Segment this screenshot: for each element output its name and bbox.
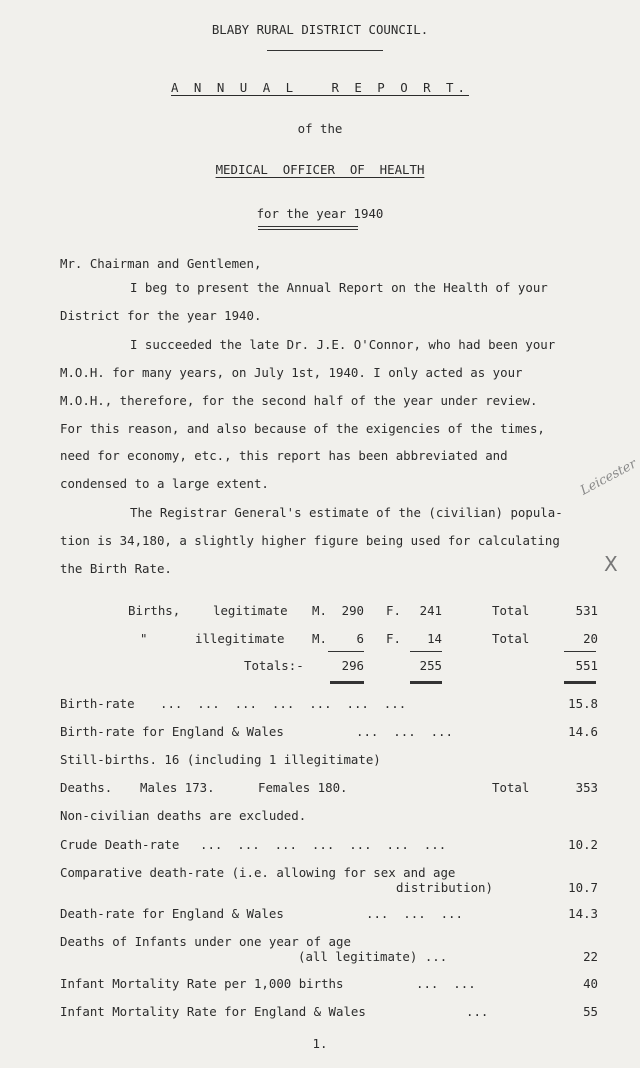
stat-value: 14.6 [568, 724, 598, 739]
non-civilian-note: Non-civilian deaths are excluded. [60, 808, 307, 823]
totals-f-value: 255 [419, 658, 442, 673]
births-m-value: 6 [356, 631, 364, 646]
births-row-kind: illegitimate [195, 631, 285, 646]
deaths-label: Deaths. [60, 780, 113, 795]
letter-line: M.O.H. for many years, on July 1st, 1940. I only acted as your [60, 365, 523, 380]
totals-label: Totals:- [244, 658, 304, 673]
births-m-label: M. [312, 603, 327, 618]
letter-line: tion is 34,180, a slightly higher figure being used for calculating [60, 533, 560, 548]
leader-dots: ... [466, 1004, 489, 1019]
stat-value: 55 [583, 1004, 598, 1019]
stat-label: Crude Death-rate [60, 837, 180, 852]
births-f-value: 14 [427, 631, 442, 646]
stat-value: 14.3 [568, 906, 598, 921]
letter-line: the Birth Rate. [60, 561, 172, 576]
page-number: 1. [312, 1036, 328, 1051]
letter-line: M.O.H., therefore, for the second half of the year under review. [60, 393, 538, 408]
deaths-total-label: Total [492, 780, 530, 795]
still-births: Still-births. 16 (including 1 illegitimate) [60, 752, 381, 767]
stat-label: Deaths of Infants under one year of age [60, 934, 351, 949]
births-total-label: Total [492, 603, 530, 618]
letter-line: need for economy, etc., this report has been abbreviated and [60, 448, 508, 463]
totals-rule [564, 681, 596, 684]
leader-dots: ... ... ... ... ... ... ... [200, 837, 447, 852]
sum-rule [564, 651, 596, 652]
births-m-label: M. [312, 631, 327, 646]
sum-rule [328, 651, 364, 652]
letter-line: I beg to present the Annual Report on the Health of your [130, 280, 548, 295]
letter-line: District for the year 1940. [60, 308, 262, 323]
births-m-value: 290 [341, 603, 364, 618]
stat-value: 10.7 [568, 880, 598, 895]
stat-label-cont: distribution) [396, 880, 493, 895]
deaths-males: Males 173. [140, 780, 215, 795]
stat-value: 15.8 [568, 696, 598, 711]
births-total-label: Total [492, 631, 530, 646]
births-f-value: 241 [419, 603, 442, 618]
letter-line: I succeeded the late Dr. J.E. O'Connor, who had been your [130, 337, 556, 352]
leader-dots: ... ... [416, 976, 476, 991]
stat-label: Death-rate for England & Wales [60, 906, 284, 921]
births-total-value: 20 [583, 631, 598, 646]
totals-m-value: 296 [341, 658, 364, 673]
totals-all-value: 551 [575, 658, 598, 673]
header-divider [267, 50, 383, 51]
births-row-kind: legitimate [213, 603, 288, 618]
letter-line: condensed to a large extent. [60, 476, 269, 491]
totals-rule [330, 681, 364, 684]
cross-mark: X [604, 552, 618, 576]
births-row-label: Births, [128, 603, 181, 618]
births-f-label: F. [386, 631, 401, 646]
deaths-total-value: 353 [575, 780, 598, 795]
letter-line: For this reason, and also because of the exigencies of the times, [60, 421, 545, 436]
stat-value: 22 [583, 949, 598, 964]
births-total-value: 531 [575, 603, 598, 618]
handwritten-signature: Leicester [578, 456, 640, 499]
stat-value: 40 [583, 976, 598, 991]
stat-label: Birth-rate for England & Wales [60, 724, 284, 739]
stat-value: 10.2 [568, 837, 598, 852]
stat-label-cont: (all legitimate) ... [298, 949, 448, 964]
stat-label: Comparative death-rate (i.e. allowing for sex and age [60, 865, 456, 880]
sum-rule [410, 651, 442, 652]
leader-dots: ... ... ... ... ... ... ... [160, 696, 407, 711]
year-underline [258, 226, 358, 230]
leader-dots: ... ... ... [356, 724, 453, 739]
salutation: Mr. Chairman and Gentlemen, [60, 256, 262, 271]
report-officer: MEDICAL OFFICER OF HEALTH [215, 162, 425, 177]
births-f-label: F. [386, 603, 401, 618]
deaths-females: Females 180. [258, 780, 348, 795]
council-name: BLABY RURAL DISTRICT COUNCIL. [211, 22, 429, 37]
births-row-label: " [140, 631, 148, 646]
letter-line: The Registrar General's estimate of the (civilian) popula- [130, 505, 563, 520]
report-year: for the year 1940 [256, 206, 384, 221]
stat-label: Birth-rate [60, 696, 135, 711]
report-of-the: of the [297, 121, 343, 136]
totals-rule [410, 681, 442, 684]
report-title: A N N U A L R E P O R T. [171, 80, 469, 95]
stat-label: Infant Mortality Rate per 1,000 births [60, 976, 344, 991]
stat-label: Infant Mortality Rate for England & Wales [60, 1004, 366, 1019]
leader-dots: ... ... ... [366, 906, 463, 921]
